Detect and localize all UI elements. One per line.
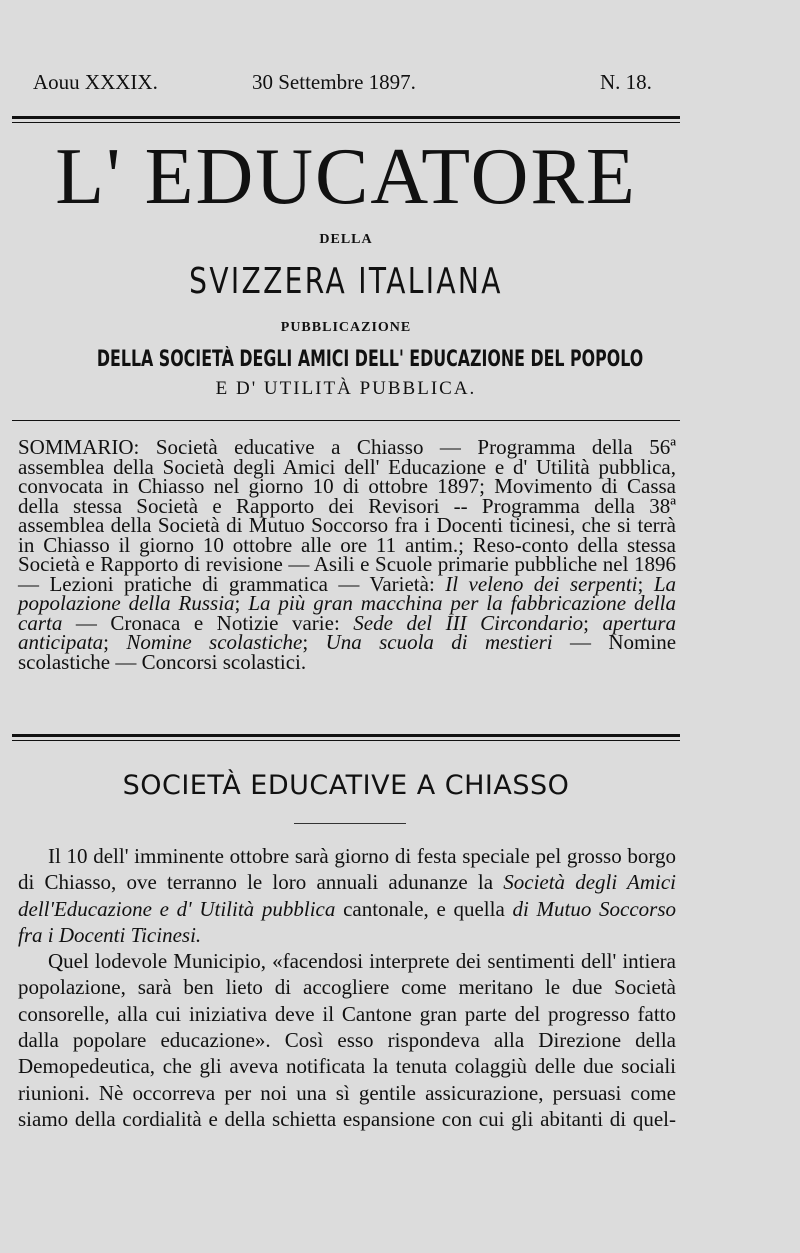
summary-item-macchina: La più gran macchina per la fabbricazione della carta: [18, 591, 676, 635]
summary-item-russia: La popolazione della Russia: [18, 571, 676, 615]
issue-date: 30 Settembre 1897.: [252, 70, 416, 94]
top-rule-thick: [12, 116, 680, 119]
masthead-della: DELLA: [319, 232, 373, 247]
issue-number: N. 18.: [600, 70, 652, 94]
summary-item-sede: Sede del III Circondario: [353, 610, 584, 635]
article-body: [18, 843, 676, 1132]
masthead-subtitle: SVIZZERA ITALIANA: [189, 261, 503, 302]
issue-year: Aouu XXXIX.: [33, 70, 158, 94]
para1-italic-demopedeutica: Società degli Amici dell'Educazione e d' Utilità pubblica: [18, 870, 677, 921]
masthead-utilita: E D' UTILITÀ PUBBLICA.: [215, 378, 477, 399]
masthead-pubblicazione: PUBBLICAZIONE: [280, 320, 412, 335]
summary-text-3: — Nomine scolastiche — Concorsi scolastici.: [18, 630, 677, 674]
summary-label: SOMMARIO:: [18, 435, 140, 459]
masthead-bottom-rule: [12, 420, 680, 421]
summary-item-veleno: Il veleno dei serpenti: [445, 571, 638, 596]
article-title: SOCIETÀ EDUCATIVE A CHIASSO: [122, 770, 570, 801]
article-paragraph: Quel lodevole Municipio, «facendosi interprete dei sentimenti dell' intiera popolazione, sarà ben lieto di accogliere come meritano le due Società consorelle, alla cui iniziativa deve il Cantone gran parte del progresso fatto dalla popolare educazione». Così esso rispondeva alla Direzione della Demopedeutica, che gli aveva notificata la tenuta colaggiù delle due sociali riunioni. Nè occorreva per noi una sì gentile assicurazione, persuasi come siamo della cordialità e della schietta espansione con cui gli abitanti di quel-: [18, 949, 676, 1131]
masthead-societa: DELLA SOCIETÀ DEGLI AMICI DELL' EDUCAZIONE DEL POPOLO: [96, 347, 644, 372]
summary-text-2: — Cronaca e Notizie varie:: [75, 610, 340, 635]
summary-item-apertura: apertura anticipata: [18, 610, 677, 654]
para1-text-a: Il 10 dell' imminente ottobre sarà giorno di festa speciale pel grosso borgo di Chiasso, ove terranno le loro annuali adunanze la: [18, 844, 676, 895]
summary-text-1: Società educative a Chiasso — Programma della 56ª assemblea della Società degli Amici dell' Educazione e d' Utilità pubblica, convocata in Chiasso nel giorno 10 di ottobre 1897; Movimento di Cassa della stessa Società e Rapporto dei Revisori -- Programma della 38ª assemblea della Società di Mutuo Soccorso fra i Docenti ticinesi, che si terrà in Chiasso il giorno 10 ottobre alle ore 11 antim.; Reso-conto della stessa Società e Rapporto di revisione — Asili e Scuole primarie pubbliche nel 1896 — Lezioni pratiche di grammatica — Varietà:: [18, 435, 677, 596]
para1-italic-mutuo-soccorso: di Mutuo Soccorso fra i Docenti Ticinesi.: [18, 896, 677, 947]
top-rule-thin: [12, 122, 680, 123]
summary-rule-thin: [12, 740, 680, 741]
summary-block: SOMMARIO: Società educative a Chiasso — Programma della 56ª assemblea della Società degli Amici dell' Educazione e d' Utilità pubblica, convocata in Chiasso nel giorno 10 di ottobre 1897; Movimento di Cassa della stessa Società e Rapporto dei Revisori -- Programma della 38ª assemblea della Società di Mutuo Soccorso fra i Docenti ticinesi, che si terrà in Chiasso il giorno 10 ottobre alle ore 11 antim.; Reso-conto della stessa Società e Rapporto di revisione — Asili e Scuole primarie pubbliche nel 1896 — Lezioni pratiche di grammatica — Varietà: Il veleno dei serpenti; La popolazione della Russia; La più gran macchina per la fabbricazione della carta — Cronaca e Notizie varie: Sede del III Circondario; apertura anticipata; Nomine scolastiche; Una scuola di mestieri — Nomine scolastiche — Concorsi scolastici.: [18, 435, 677, 674]
summary-item-nomine: Nomine scolastiche: [126, 630, 303, 654]
summary-item-scuola: Una scuola di mestieri: [325, 630, 553, 654]
para1-text-b: cantonale, e quella: [343, 896, 505, 921]
title-divider: [294, 823, 406, 824]
masthead-title: L' EDUCATORE: [55, 133, 637, 221]
summary-rule-thick: [12, 734, 680, 737]
article-paragraph: [18, 843, 676, 948]
